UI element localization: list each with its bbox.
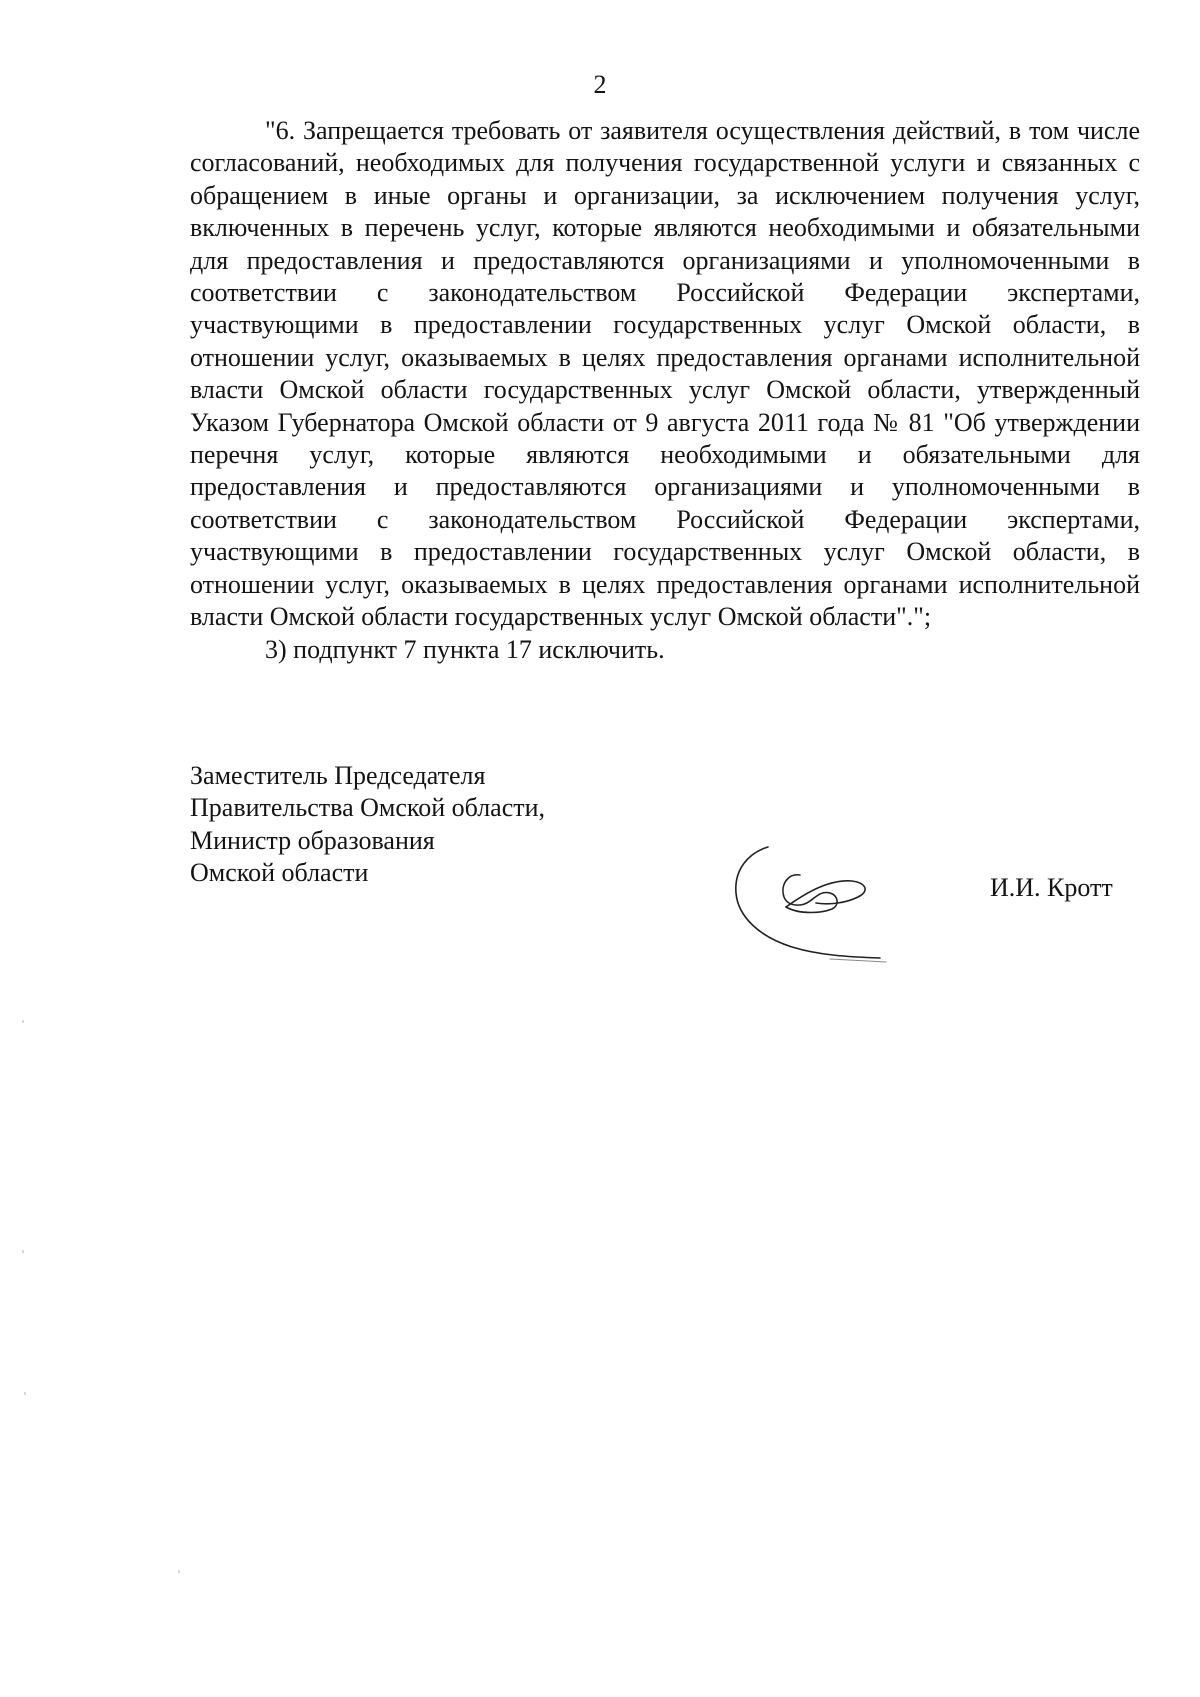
- signatory-title-line: Министр образования: [190, 825, 435, 855]
- scan-artifact: [22, 1250, 24, 1253]
- signer-name: И.И. Кротт: [990, 873, 1113, 902]
- signatory-title-line: Правительства Омской области,: [190, 793, 546, 823]
- page-number: 2: [593, 70, 607, 99]
- paragraph-subitem-3: 3) подпункт 7 пункта 17 исключить.: [265, 634, 665, 664]
- signatory-title-line: Омской области: [190, 858, 369, 888]
- signatory-title-line: Заместитель Председателя: [190, 761, 486, 790]
- handwritten-signature: [730, 835, 890, 990]
- paragraph-item-6: "6. Запрещается требовать от заявителя осуществления действий, в том числе согласований, необходимых для получения государственной услуги и связанных с обращением в иные органы и организации, за исключением получения услуг, включенных в перечень услуг, которые являются необходимыми и обязательными для предоставления и предоставляются организациями и уполномоченными в соответствии с законодательством Российской Федерации экспертами, участвующими в предоставлении государственных услуг Омской области, в отношении услуг, оказываемых в целях предоставления органами исполнительной власти Омской области государственных услуг Омской области, утвержденный Указом Губернатора Омской области от 9 августа 2011 года № 81 "Об утверждении перечня услуг, которые являются необходимыми и обязательными для предоставления и предоставляются организациями и уполномоченными в соответствии с законодательством Российской Федерации экспертами, участвующими в предоставлении государственных услуг Омской области, в отношении услуг, оказываемых в целях предоставления органами исполнительной власти Омской области государственных услуг Омской области".";: [190, 116, 1140, 632]
- document-body: [190, 115, 1140, 666]
- scan-artifact: [24, 1392, 26, 1395]
- scan-artifact: [22, 1020, 24, 1023]
- scan-artifact: [178, 1570, 180, 1573]
- signatory-block: [190, 760, 750, 890]
